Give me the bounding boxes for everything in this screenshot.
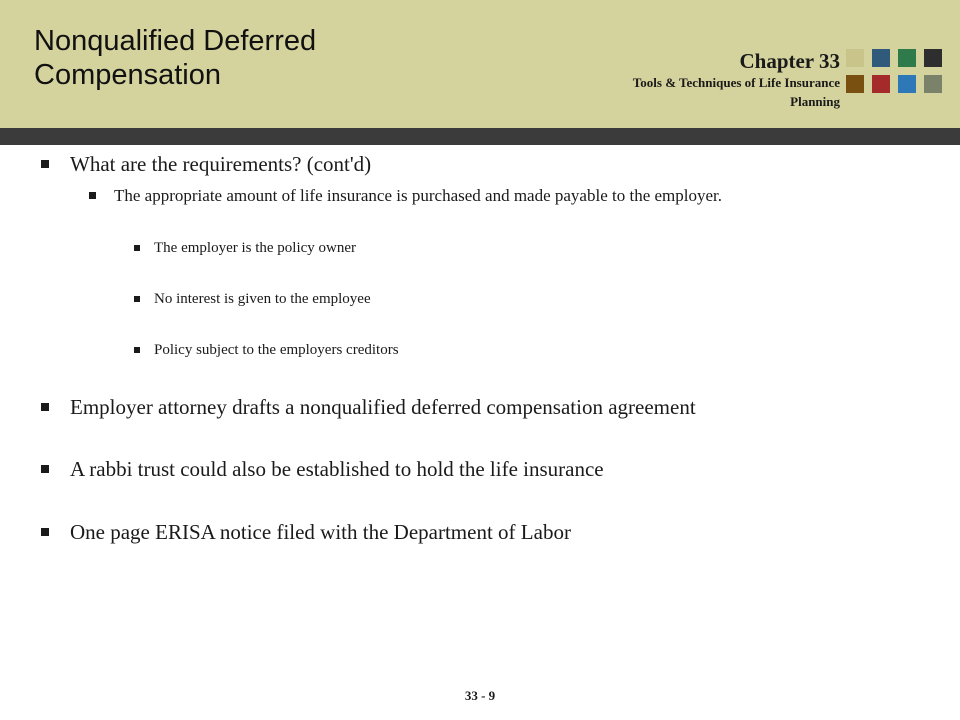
bullet-creditors: Policy subject to the employers creditors <box>154 342 399 358</box>
bullet-erisa-notice: One page ERISA notice filed with the Department of Labor <box>70 520 571 544</box>
bullet-employer-owner: The employer is the policy owner <box>154 240 357 256</box>
bullet-marker <box>41 403 49 411</box>
bullet-marker <box>41 160 49 168</box>
bullet-marker <box>134 347 140 353</box>
bullet-marker <box>134 296 140 302</box>
bullet-life-insurance-purchase: The appropriate amount of life insurance is purchased and made payable to the employer. <box>114 186 722 205</box>
bullet-marker <box>134 245 140 251</box>
chapter-subtitle: Tools & Techniques of Life Insurance Planning <box>632 75 840 109</box>
chapter-title: Chapter 33 <box>739 49 840 73</box>
bullet-marker <box>89 192 96 199</box>
bullet-rabbi-trust: A rabbi trust could also be established to hold the life insurance <box>70 457 604 481</box>
slide-title: Nonqualified Deferred Compensation <box>34 25 317 91</box>
bullet-requirements: What are the requirements? (cont'd) <box>70 152 372 176</box>
bullet-attorney-agreement: Employer attorney drafts a nonqualified deferred compensation agreement <box>70 395 696 419</box>
bullet-marker <box>41 465 49 473</box>
bullet-no-interest: No interest is given to the employee <box>154 291 371 307</box>
bullet-marker <box>41 528 49 536</box>
page-number: 33 - 9 <box>464 688 496 703</box>
